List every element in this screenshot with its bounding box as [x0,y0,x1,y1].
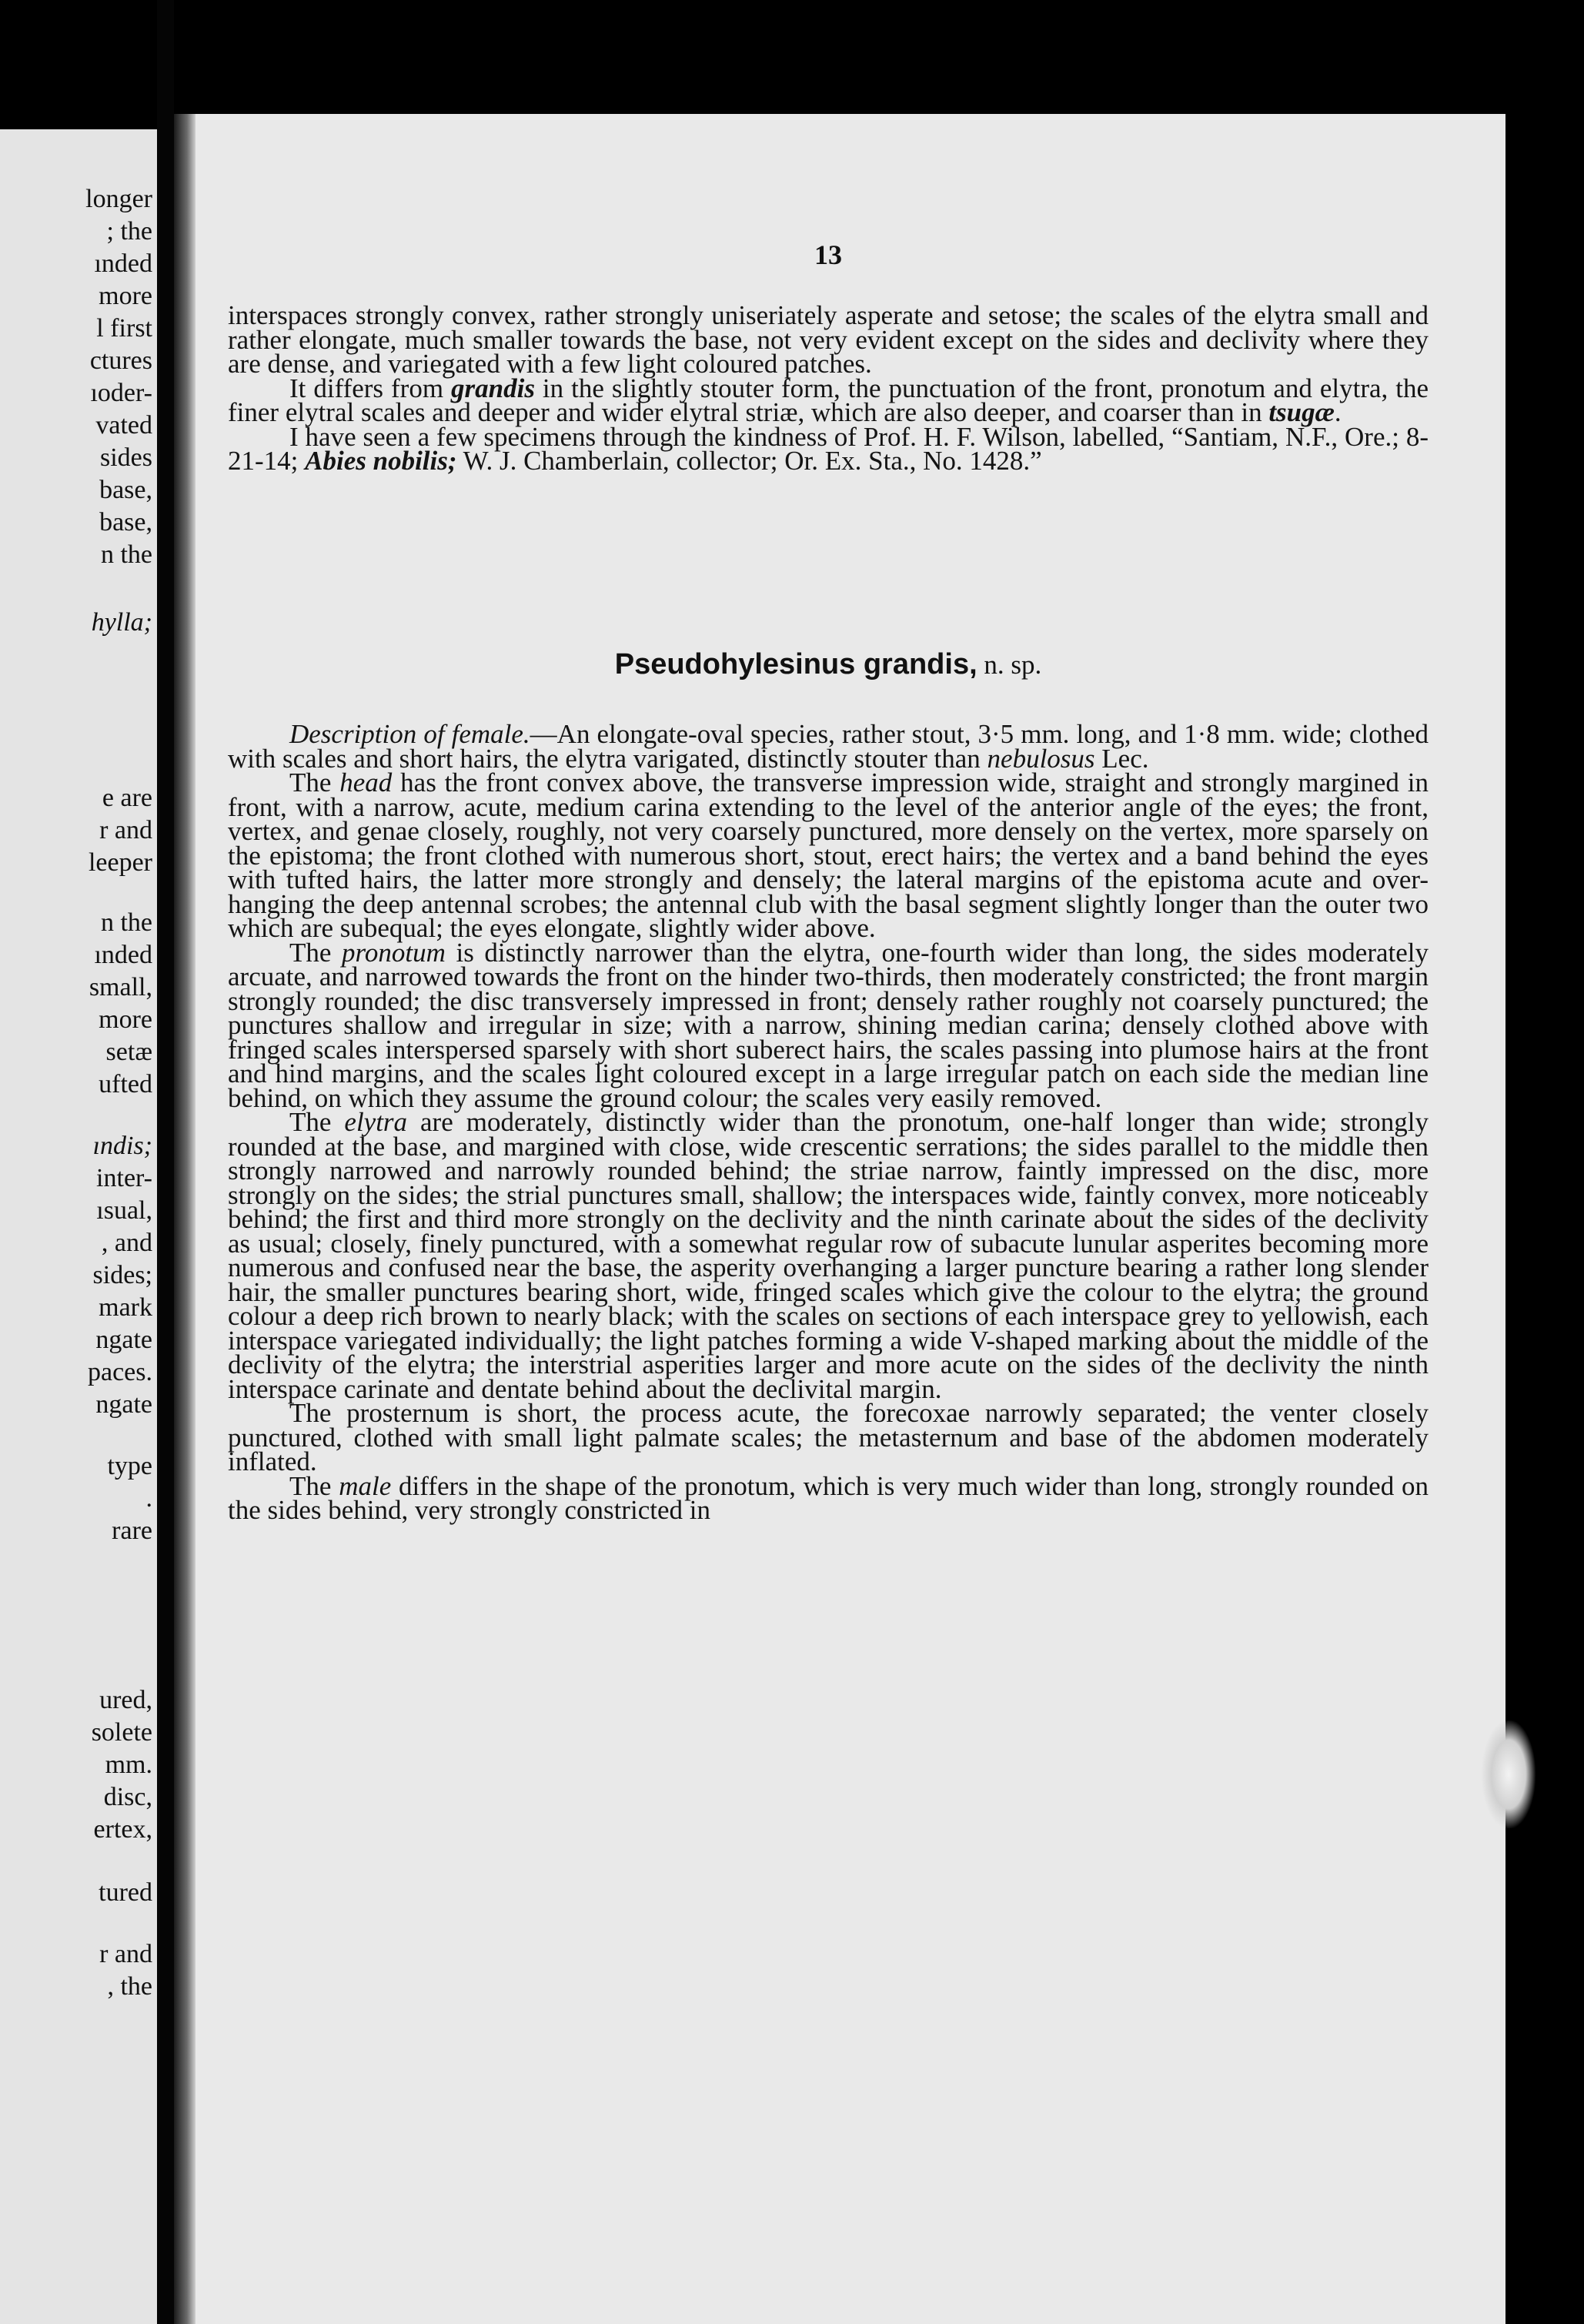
left-fragment-line: vated [95,411,152,440]
left-fragment-line: disc, [103,1783,152,1811]
left-page-fragment [0,129,157,2324]
paragraph-head: The head has the front convex above, the transverse impression wide, straight and strongly margined in front, with a narrow, acute, medium carina extending to the level of the anterior angle of the eyes; the front, vertex, and genae closely, roughly, not very coarsely punctured, more densely on the vertex, more sparsely on the epistoma; the front clothed with numerous short, stout, erect hairs; the vertex and a band behind the eyes with tufted hairs, the latter more strongly and densely; the lateral margins of the epistoma acute and over-hanging the deep antennal scrobes; the antennal club with the basal segment slightly longer than the outer two which are subequal; the eyes elongate, slightly wider above. [228,767,1429,943]
text-section-top [228,300,1429,476]
paragraph-continuation: interspaces strongly convex, rather strongly uniseriately asperate and setose; the scales of the elytra small and rather elongate, much smaller towards the base, not very evident except on the sides and declivity where they are dense, and variegated with a few light coloured patches. [228,300,1429,379]
left-fragment-line: inter- [96,1164,152,1192]
left-fragment-line: ; the [106,217,152,246]
left-fragment-line: paces. [87,1358,152,1386]
left-fragment-line: ufted [99,1070,152,1098]
left-fragment-line: sides [100,443,152,472]
left-fragment-line: ctures [89,346,152,375]
left-fragment-line: rare [112,1516,152,1545]
left-fragment-line: tured [99,1878,152,1907]
book-gutter [157,0,174,2324]
left-fragment-line: l first [96,314,152,343]
left-fragment-line: setæ [105,1038,152,1066]
left-fragment-line: n the [100,540,152,569]
right-page [174,114,1505,2324]
left-fragment-line: e are [102,784,152,812]
species-heading: Pseudohylesinus grandis, n. sp. [614,648,1042,680]
left-fragment-line: ındis; [92,1132,152,1160]
left-fragment-line: solete [91,1718,152,1747]
paragraph-elytra: The elytra are moderately, distinctly wider than the pronotum, one-half longer than wide; strongly rounded at the base, and margined with close, wide crescentic serrations; the sides parallel to the middle then strongly narrowed and narrowly rounded behind; the striae narrow, faintly impressed on the disc, more strongly on the sides; the strial punctures small, shallow; the interspaces wide, faintly convex, more noticeably behind; the first and third more strongly on the declivity and the ninth carinate about the sides of the declivity as usual; closely, finely punctured, with a somewhat regular row of subacute lunular asperites becoming more numerous and confused near the base, the asperity overhanging a larger puncture bearing a rather long slender hair, the smaller punctures bearing short, wide, fringed scales which give the colour to the elytra; the ground colour a deep rich brown to nearly black; with the scales on sections of each interspace grey to yellowish, each interspace variegated individually; the light patches forming a wide V-shaped marking about the middle of the declivity of the elytra; the interstrial asperities larger and more acute on the sides of the declivity the ninth interspace carinate and dentate behind about the declivital margin. [228,1107,1429,1404]
left-fragment-line: mm. [105,1751,152,1779]
left-fragment-line: ınded [94,249,152,278]
page-number: 13 [814,239,842,270]
left-fragment-line: more [99,1005,152,1034]
left-fragment-line: ısual, [96,1196,152,1225]
scan-artifact-tuft [1482,1720,1536,1828]
paragraph-comparison: It differs from grandis in the slightly stouter form, the punctuation of the front, pronotum and elytra, the finer elytral scales and deeper and wider elytral striæ, which are also deeper, and coarser than in tsugæ. [228,373,1429,427]
left-fragment-line: base, [99,476,152,504]
left-fragment-line: n the [100,908,152,937]
left-fragment-line: r and [99,1940,152,1968]
left-fragment-line: ıoder- [90,379,152,407]
left-fragment-line: longer [85,185,152,213]
page-spine-shadow [174,114,195,2324]
left-fragment-line: small, [89,973,152,1001]
left-fragment-line: more [99,282,152,310]
paragraph-description: Description of female.—An elongate-oval species, rather stout, 3·5 mm. long, and 1·8 mm. wide; clothed with scales and short hairs, the elytra varigated, distinctly stouter than nebulosus Lec. [228,719,1429,774]
paragraph-specimens: I have seen a few specimens through the kindness of Prof. H. F. Wilson, labelled, “Santiam, N.F., Ore.; 8-21-14; Abies nobilis; W. J. Chamberlain, collector; Or. Ex. Sta., No. 1428.” [228,421,1429,476]
paragraph-pronotum: The pronotum is distinctly narrower than the elytra, one-fourth wider than long, the sides moderately arcuate, and narrowed towards the front on the hinder two-thirds, then moderately constricted; the front margin strongly rounded; the disc transversely impressed in front; densely rather roughly not coarsely punctured; the punctures shallow and irregular in size; with a narrow, shining median carina; densely clothed above with fringed scales interspersed sparsely with short suberect hairs, the scales passing into plumose hairs at the front and hind margins, and the scales light coloured except in a large irregular patch on each side the median line behind, on which they assume the ground colour; the scales very easily removed. [228,937,1429,1113]
left-fragment-line: ured, [99,1686,152,1714]
paragraph-prosternum: The prosternum is short, the process acute, the forecoxae narrowly separated; the venter closely punctured, clothed with small light palmate scales; the metasternum and base of the abdomen moderately inflated. [228,1398,1429,1476]
left-fragment-line: hylla; [91,608,152,637]
left-fragment-line: ngate [95,1390,152,1419]
left-fragment-line: ınded [94,941,152,969]
left-fragment-line: ngate [95,1326,152,1354]
left-fragment-line: , and [101,1229,152,1257]
paragraph-male: The male differs in the shape of the pronotum, which is very much wider than long, strongly rounded on the sides behind, very strongly constricted in [228,1470,1429,1525]
left-fragment-line: , the [107,1972,152,2001]
left-fragment-line: type [107,1452,152,1480]
left-fragment-line: leeper [88,848,152,877]
text-section-description [228,719,1429,1525]
left-fragment-line: . [145,1484,152,1513]
left-fragment-line: r and [99,816,152,844]
left-fragment-line: mark [99,1293,152,1322]
left-fragment-line: ertex, [93,1815,152,1844]
left-fragment-line: base, [99,508,152,537]
left-fragment-line: sides; [92,1261,152,1289]
